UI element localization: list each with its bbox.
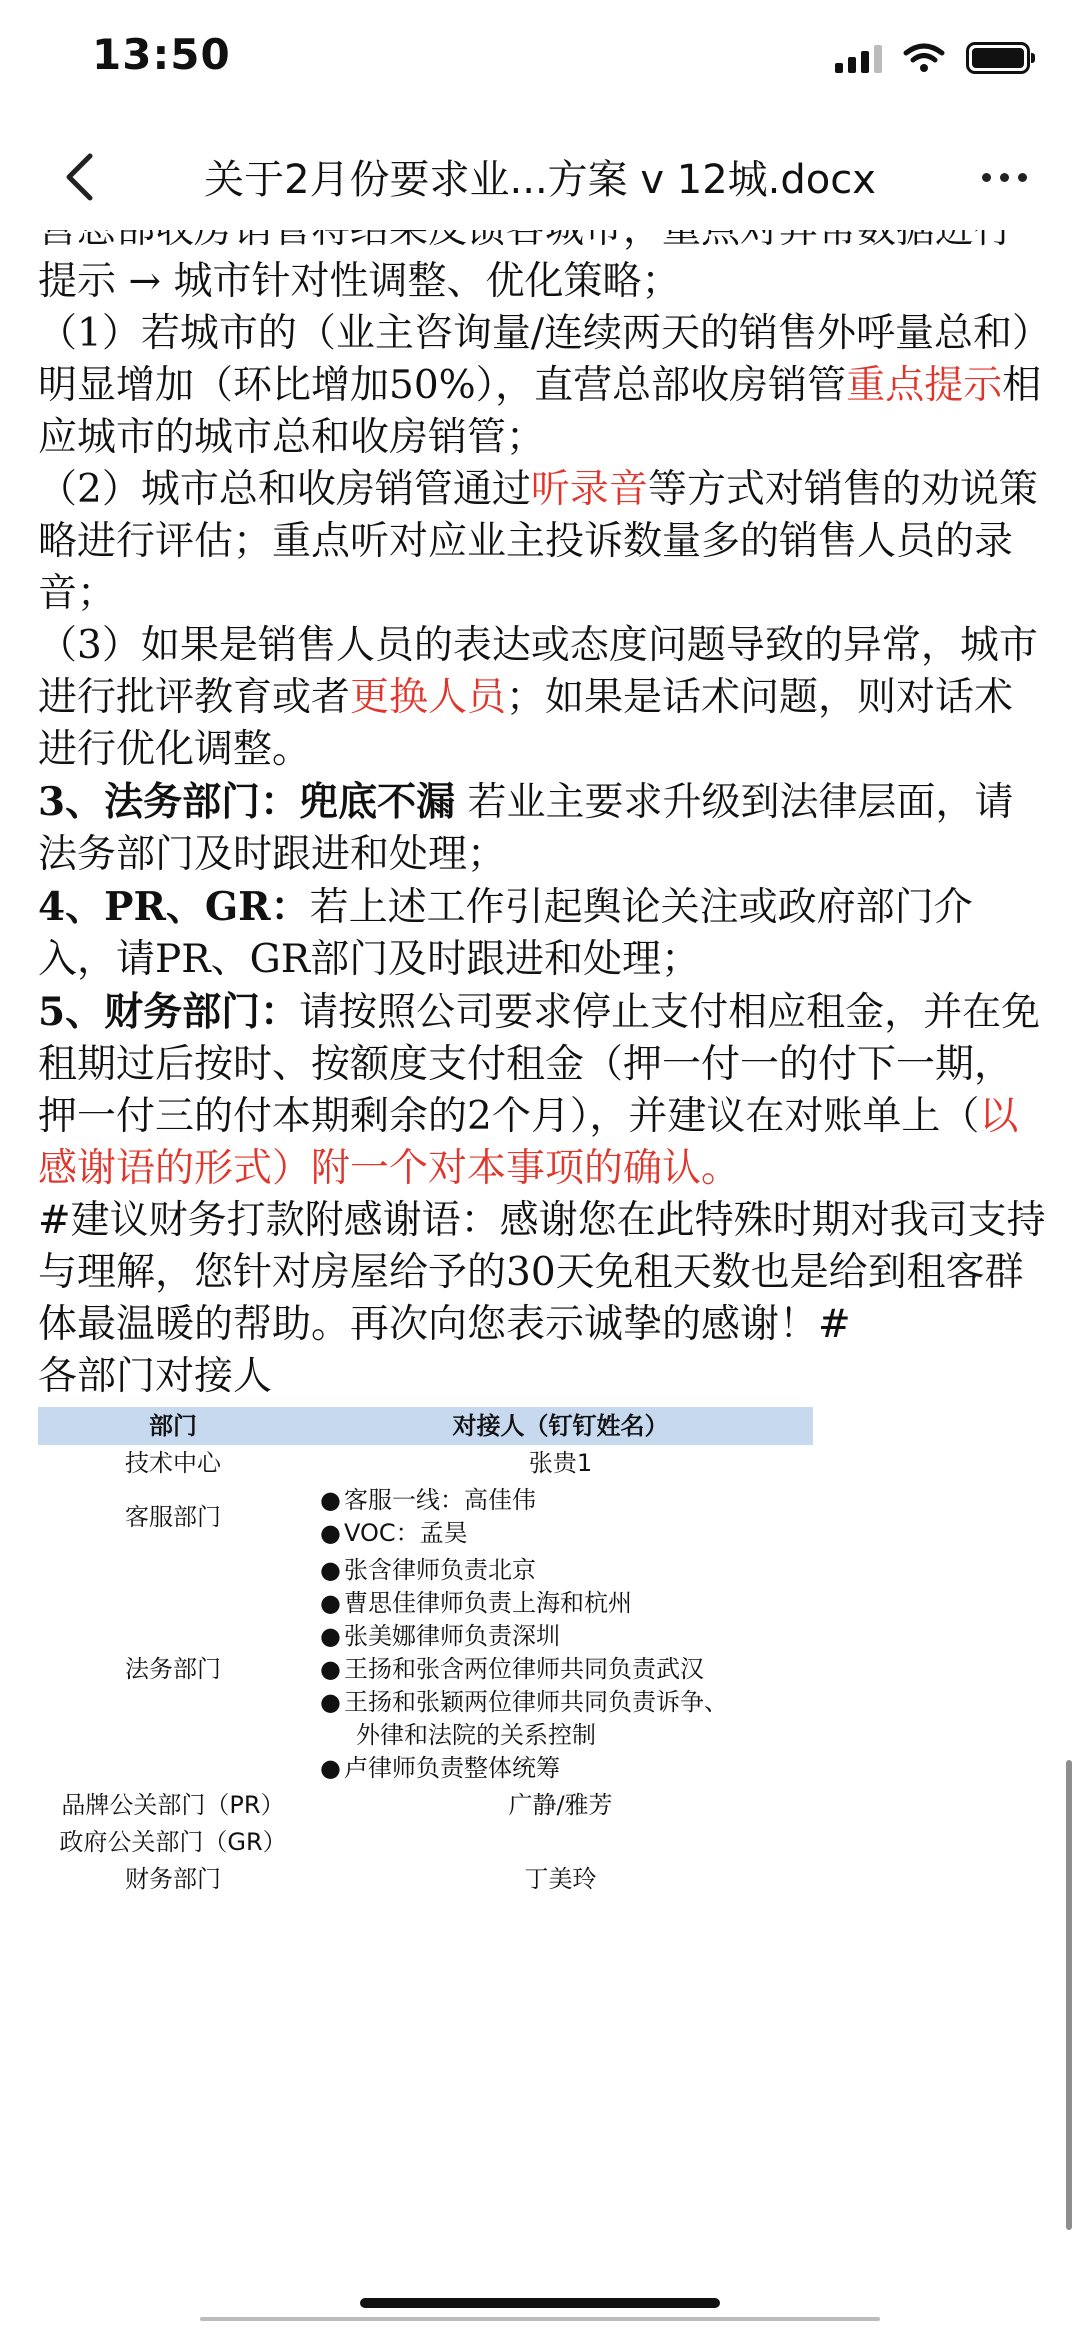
bottom-divider <box>200 2317 880 2321</box>
status-bar <box>0 0 1080 120</box>
intro-paragraph: 提示 → 城市针对性调整、优化策略； <box>38 259 681 304</box>
item-2: （2）城市总和收房销管通过听录音等方式对销售的劝说策略进行评估；重点听对应业主投诉数量多的销售人员的录音； <box>38 467 1038 616</box>
table-row <box>38 1445 813 1482</box>
battery-icon <box>966 42 1030 74</box>
dept-cell: 技术中心 <box>125 1449 221 1477</box>
section-label: 5、财务部门： <box>38 989 300 1035</box>
person-cell <box>308 1824 813 1861</box>
table-row <box>38 1861 813 1898</box>
document-title: 关于2月份要求业...方案 v 12城.docx <box>204 157 876 203</box>
document-viewer[interactable] <box>0 230 1080 2290</box>
table-row <box>38 1787 813 1824</box>
highlight-text: 重点提示 <box>846 363 1003 408</box>
wifi-icon <box>904 43 944 73</box>
dept-cell: 客服部门 <box>125 1502 221 1531</box>
header-dept: 部门 <box>38 1407 308 1445</box>
table-row <box>38 1824 813 1861</box>
contacts-heading: 各部门对接人 <box>38 1354 273 1399</box>
document-content <box>38 204 1048 1898</box>
dept-cell: 品牌公关部门（PR） <box>61 1791 285 1819</box>
status-icons <box>835 38 1030 78</box>
table-header-row <box>38 1407 813 1445</box>
person-cell: 丁美玲 <box>524 1865 597 1893</box>
dept-cell: 政府公关部门（GR） <box>59 1828 287 1856</box>
home-indicator[interactable] <box>360 2298 720 2308</box>
nav-bar <box>0 120 1080 230</box>
table-row <box>38 1482 813 1552</box>
back-button[interactable] <box>44 142 114 212</box>
dept-cell: 财务部门 <box>125 1865 221 1893</box>
more-dots-icon <box>982 173 1027 182</box>
pr-gr-section: 4、PR、GR：若上述工作引起舆论关注或政府部门介入，请PR、GR部门及时跟进和处理； <box>38 884 973 982</box>
thanks-paragraph: #建议财务打款附感谢语：感谢您在此特殊时期对我司支持与理解，您针对房屋给予的30天免租天数也是给到租客群体最温暖的帮助。再次向您表示诚挚的感谢！# <box>38 1198 1046 1347</box>
highlight-text: 以感谢语的形式）附一个对本事项的确认。 <box>38 1094 1019 1191</box>
person-list: ● 张含律师负责北京 ● 曹思佳律师负责上海和杭州 ● 张美娜律师负责深圳 ● 王扬和张含两位律师共同负责武汉 ● 王扬和张颖两位律师共同负责诉争、 外律和法院的关系控制 ● 卢律师负责整体统筹 <box>320 1556 728 1782</box>
more-button[interactable] <box>964 142 1044 212</box>
back-chevron-icon <box>64 152 94 202</box>
header-person: 对接人（钉钉姓名） <box>308 1407 813 1445</box>
finance-section: 5、财务部门：请按照公司要求停止支付相应租金，并在免租期过后按时、按额度支付租金（押一付一的付下一期，押一付三的付本期剩余的2个月），并建议在对账单上（以感谢语的形式）附一个对本事项的确认。 <box>38 989 1041 1191</box>
section-label: 4、PR、GR： <box>38 884 310 930</box>
table-row <box>38 1552 813 1787</box>
person-cell: 张贵1 <box>528 1449 593 1477</box>
person-cell: 广静/雅芳 <box>508 1791 613 1819</box>
legal-section: 3、法务部门：兜底不漏 若业主要求升级到法律层面，请法务部门及时跟进和处理； <box>38 779 1014 877</box>
scrollbar[interactable] <box>1066 1760 1072 2230</box>
item-3: （3）如果是销售人员的表达或态度问题导致的异常，城市进行批评教育或者更换人员；如果是话术问题，则对话术进行优化调整。 <box>38 623 1038 772</box>
item-1: （1）若城市的（业主咨询量/连续两天的销售外呼量总和）明显增加（环比增加50%），直营总部收房销管重点提示相应城市的城市总和收房销管； <box>38 311 1042 460</box>
highlight-text: 听录音 <box>530 467 648 512</box>
contacts-table <box>38 1407 813 1898</box>
section-label: 3、法务部门：兜底不漏 <box>38 779 456 825</box>
person-list: ● 客服一线：高佳伟 ● VOC：孟昊 <box>320 1486 536 1547</box>
dept-cell: 法务部门 <box>125 1655 221 1683</box>
status-time: 13:50 <box>92 30 231 79</box>
highlight-text: 更换人员 <box>350 675 507 720</box>
signal-icon <box>835 43 882 73</box>
